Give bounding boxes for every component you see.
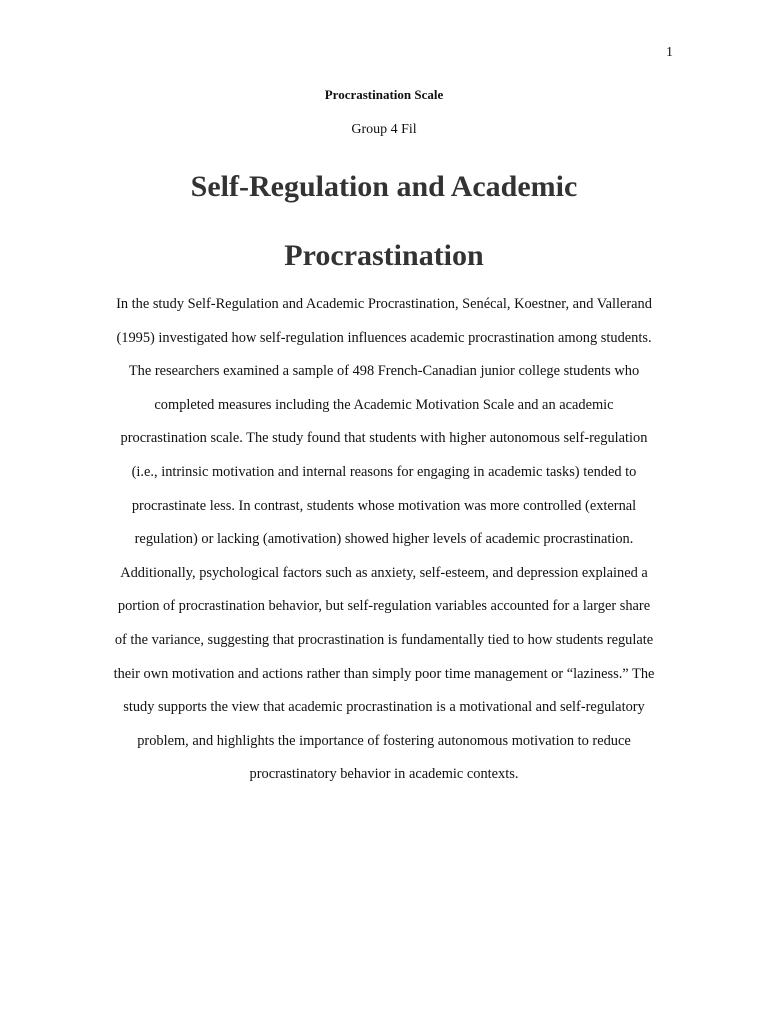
body-paragraph: [92, 288, 676, 792]
paragraph-line: The researchers examined a sample of 498 French-Canadian junior college students who: [128, 363, 640, 380]
paragraph-line: study supports the view that academic procrastination is a motivational and self-regulatory: [123, 699, 645, 716]
paragraph-line: problem, and highlights the importance of fostering autonomous motivation to reduce: [137, 732, 631, 749]
paragraph-line: procrastination scale. The study found that students with higher autonomous self-regulation: [120, 430, 648, 447]
paragraph-line: portion of procrastination behavior, but self-regulation variables accounted for a larger share: [117, 598, 651, 615]
paragraph-line: their own motivation and actions rather than simply poor time management or “laziness.” The: [113, 665, 655, 682]
paragraph-line: (1995) investigated how self-regulation influences academic procrastination among students.: [116, 329, 652, 346]
paragraph-line: completed measures including the Academic Motivation Scale and an academic: [154, 396, 614, 413]
paragraph-line: In the study Self-Regulation and Academic Procrastination, Senécal, Koestner, and Vallerand: [116, 296, 652, 312]
paragraph-line: procrastinate less. In contrast, students whose motivation was more controlled (external: [131, 497, 637, 514]
page-number: 1: [666, 45, 673, 60]
paragraph-line: of the variance, suggesting that procrastination is fundamentally tied to how students regulate: [114, 631, 654, 648]
title-line-1: Self-Regulation and Academic: [190, 170, 578, 203]
paragraph-line: regulation) or lacking (amotivation) showed higher levels of academic procrastination.: [134, 531, 634, 548]
paragraph-line: (i.e., intrinsic motivation and internal reasons for engaging in academic tasks) tended to: [131, 463, 637, 480]
author-line: Group 4 Fil: [351, 122, 417, 137]
paragraph-line: procrastinatory behavior in academic contexts.: [249, 766, 519, 783]
title-line-2: Procrastination: [284, 239, 484, 272]
running-head: Procrastination Scale: [324, 87, 444, 102]
paragraph-line: Additionally, psychological factors such as anxiety, self-esteem, and depression explained a: [120, 564, 648, 581]
document-title: [0, 152, 768, 290]
